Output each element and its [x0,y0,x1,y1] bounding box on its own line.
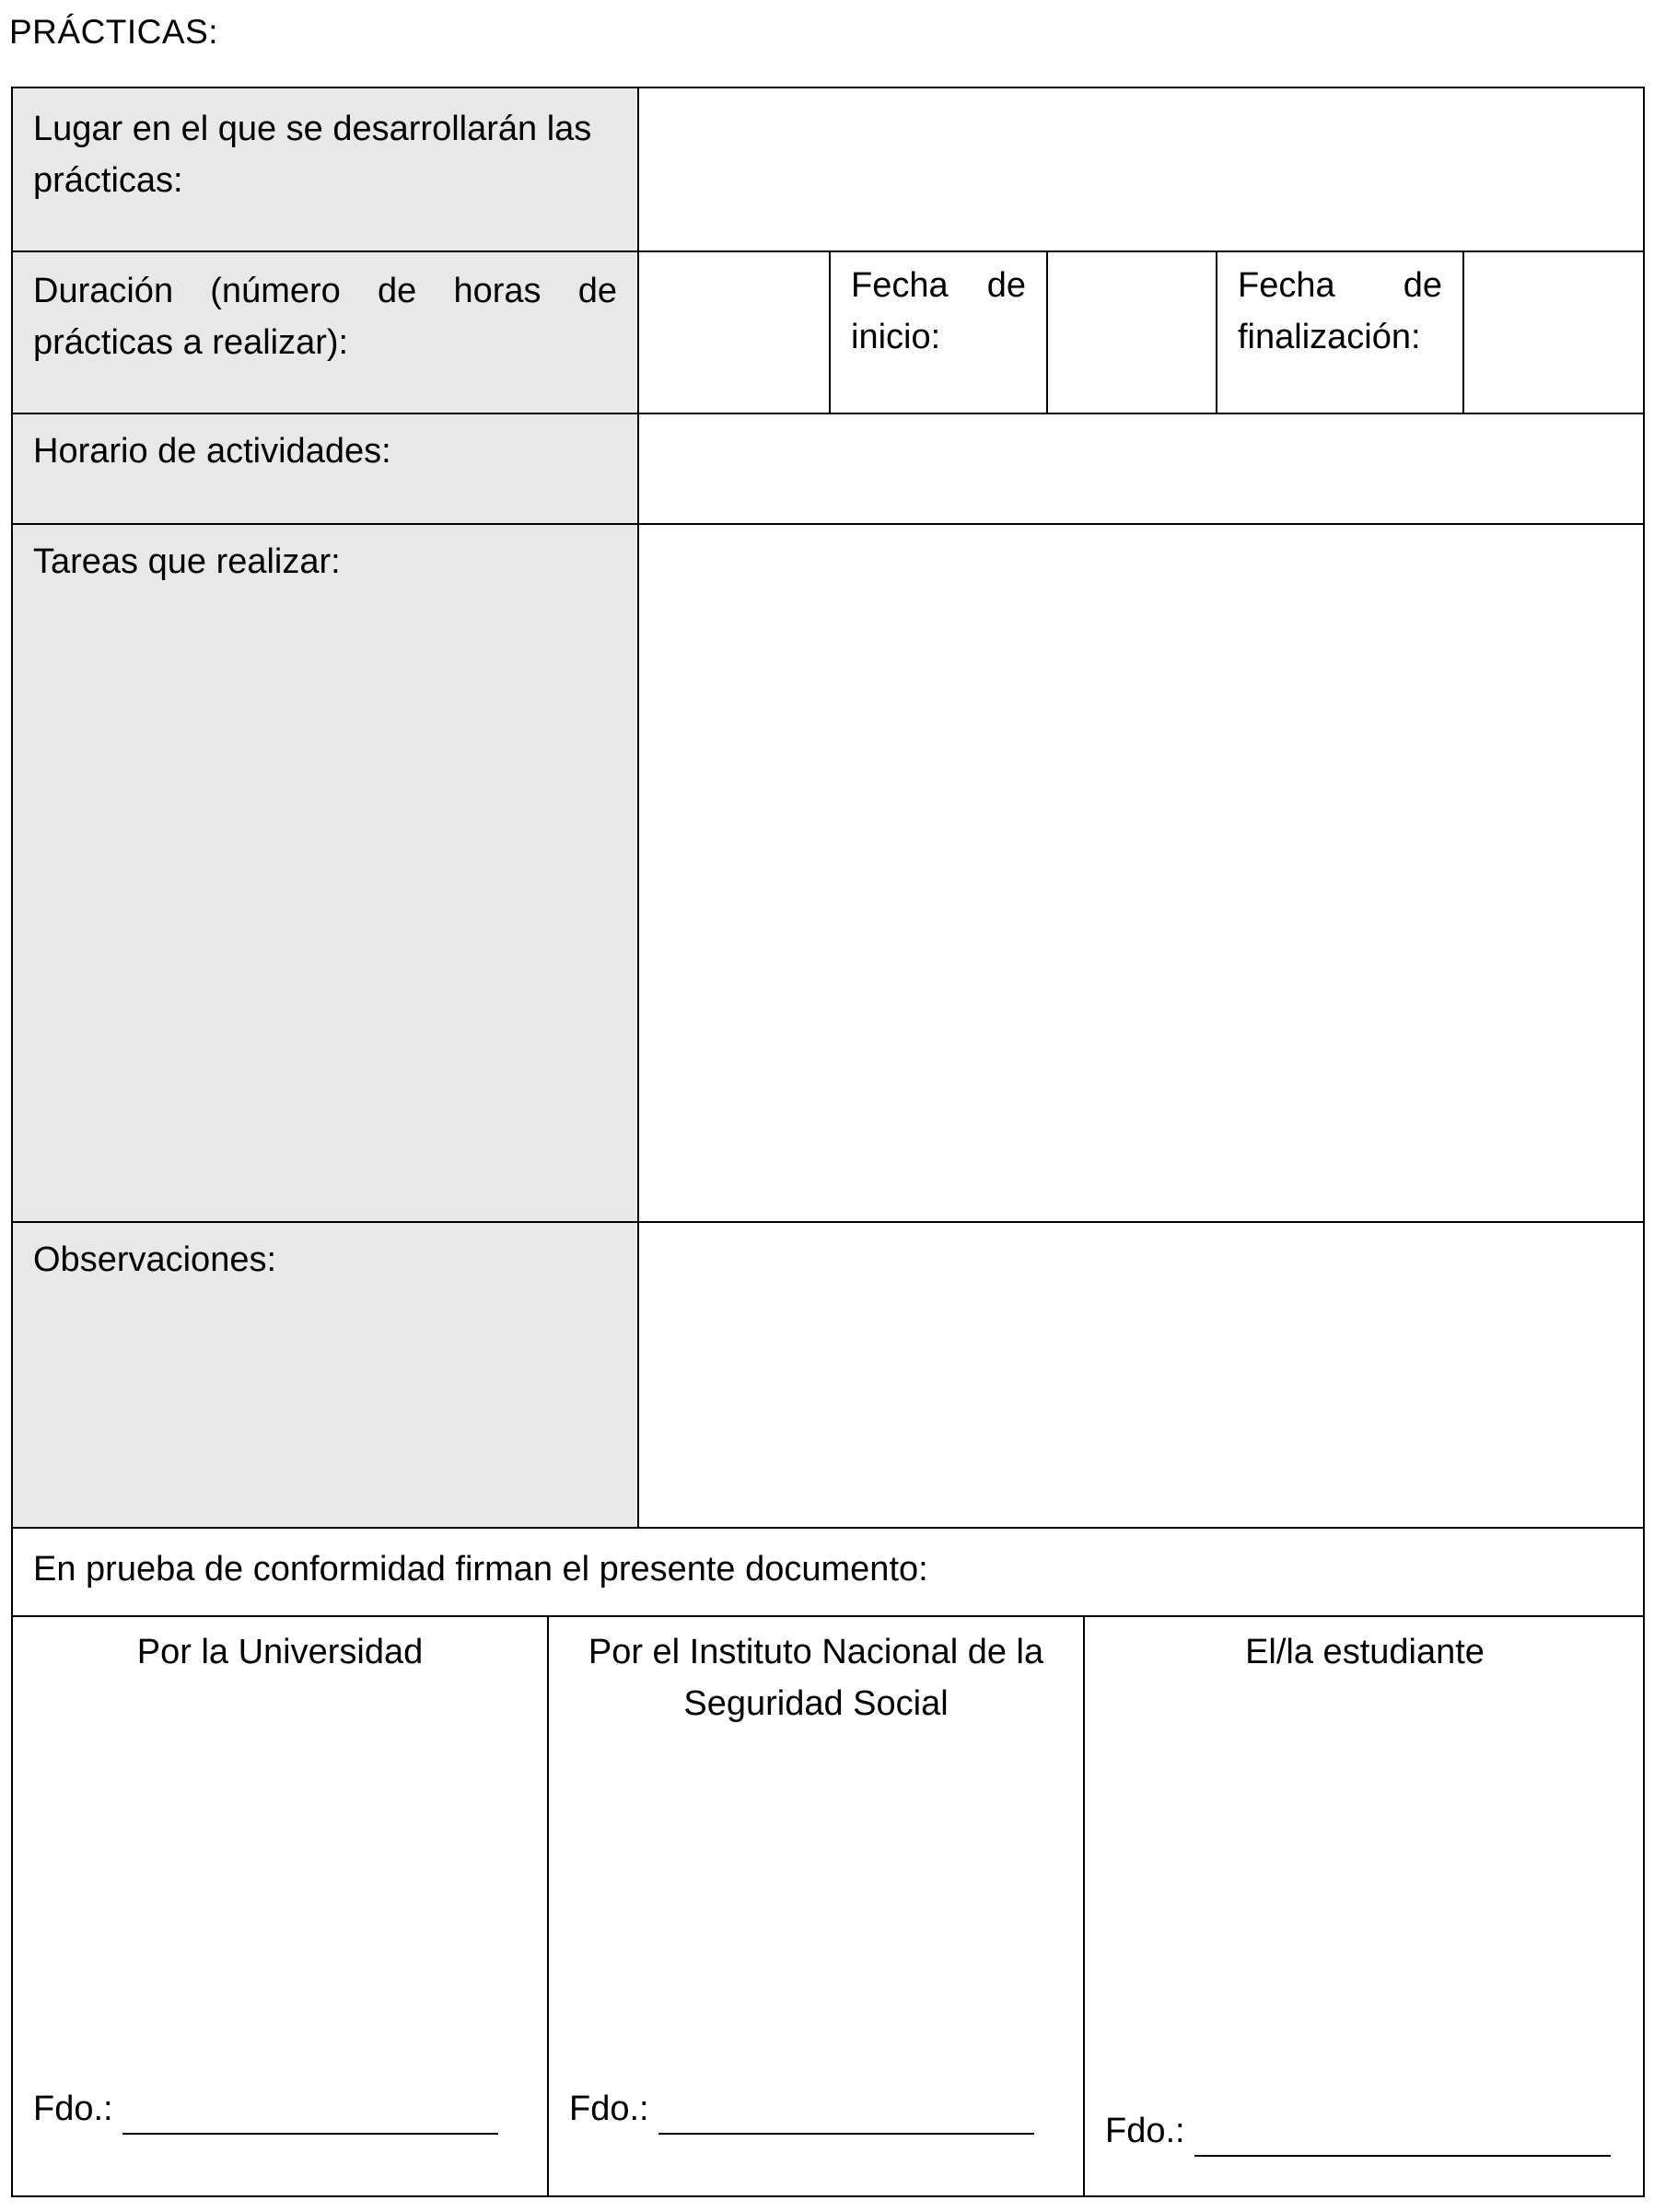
duracion-field[interactable] [639,252,829,413]
observaciones-field[interactable] [639,1223,1645,1527]
fdo-label: Fdo.: [1105,2112,1185,2150]
page-title: PRÁCTICAS: [9,13,219,51]
duracion-label: Duración (número de horas de prácticas a realizar): [13,252,637,413]
fdo-instituto [569,2083,1034,2135]
fdo-label: Fdo.: [33,2090,113,2128]
fecha-fin-label: Fecha de finalización: [1238,266,1442,356]
tareas-label: Tareas que realizar: [13,525,637,1221]
signature-block-instituto [549,1617,1083,2197]
signature-line-estudiante[interactable] [1194,2114,1611,2157]
horario-label: Horario de actividades: [13,414,637,523]
signature-title-universidad: Por la Universidad [136,1633,424,1671]
signature-block-universidad [13,1617,547,2197]
fdo-universidad [33,2083,498,2135]
fecha-inicio-label: Fecha de inicio: [851,266,1026,356]
observaciones-label: Observaciones: [13,1223,637,1527]
signature-line-universidad[interactable] [122,2092,498,2135]
tareas-field[interactable] [639,525,1645,1221]
fdo-estudiante [1105,2105,1611,2157]
signature-title-instituto: Por el Instituto Nacional de la Seguridad Social [588,1633,1044,1723]
conformidad-text: En prueba de conformidad firman el presente documento: [33,1550,928,1589]
col-divider [637,88,639,1529]
fecha-fin-field[interactable] [1464,252,1645,413]
fdo-label: Fdo.: [569,2090,649,2128]
signature-block-estudiante [1085,1617,1645,2197]
signature-line-instituto[interactable] [658,2092,1034,2135]
lugar-label: Lugar en el que se desarrollarán las prácticas: [13,88,637,250]
signature-title-estudiante: El/la estudiante [1245,1633,1485,1671]
fecha-inicio-field[interactable] [1048,252,1216,413]
horario-field[interactable] [639,414,1645,523]
practicas-form [11,87,1645,2197]
lugar-field[interactable] [639,88,1645,250]
